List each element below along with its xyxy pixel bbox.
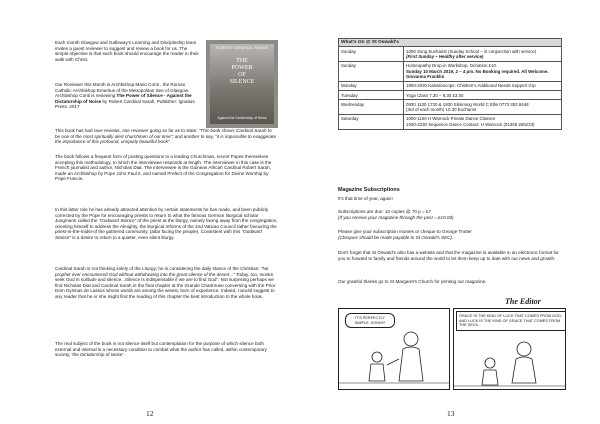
magazine-heading: Magazine Subscriptions [338, 187, 400, 193]
praise-paragraph [55, 128, 278, 145]
godward-quote: "Godward Stance" [98, 218, 137, 224]
book-cover-art [210, 44, 274, 124]
page-number: 12 [146, 409, 154, 418]
speech-bubble: GRACE IS THE KIND OF LUCK THAT COMES FROM GOD, AND LUCK IS THE KIND OF GRACE THAT COMES FROM THE DEVIL. [456, 311, 566, 331]
silence-end: Today, too, monks seek God in solitude and silence...Silence is indispensable if we are to find God". Not surprising perhaps we find Nicholas Diat and Cardinal Sarah in the final chapter at the Grande Chartreuse conversing with the Prior Dom Dysmas de Lassus whose words are among the wisest, born of experience. Indeed, I would suggest to any reader that he or she might find the reading of this chapter the best introduction to the whole book. [55, 271, 276, 299]
whats-on-day: Saturday [339, 114, 404, 129]
book-cover-title [210, 58, 274, 86]
book-cover-title-line: THE [236, 58, 248, 64]
praise-intro: This book has had rave reviews, one reviewer going so far as to state: [55, 128, 199, 133]
contemplation-end: '. [122, 352, 125, 358]
praise-quote: "This book shows Cardinal Sarah to be one of the most spiritually alert churchmen of our time" [55, 128, 272, 139]
right-page [300, 0, 600, 424]
comic-panel-2 [453, 308, 566, 390]
subscription-price-text: Subscriptions are due: 10 copies @ 70 p = £7 [338, 209, 432, 214]
subscription-price [338, 209, 566, 221]
contemplation-start: The real subject of the book is not silence itself but contemplation for the purpose of which silence both external and internal is a necessary condition to combat what the author has called, within contemporary society, 'the [55, 341, 267, 358]
whats-on-header-row [339, 39, 562, 47]
whats-on-row [339, 100, 562, 115]
reviewer-paragraph [55, 82, 201, 110]
whats-on-body [339, 47, 562, 129]
book-title-bold: The Power of Silence - Against the Dictatorship of Noise [55, 93, 192, 104]
silence-start: Cardinal Sarah is not thinking solely of the Liturgy; he is considering the daily stance of the Christian: [55, 266, 261, 271]
book-cover-image [206, 40, 278, 128]
whats-on-event-line: (3rd of each month) 10.30 Eucharist [406, 107, 477, 113]
whats-on-day: Tuesday [339, 91, 404, 100]
whats-on-event [404, 82, 562, 91]
subscription-post-price: (If you receive your magazine through the post = £10.00) [338, 214, 454, 220]
silence-paragraph [55, 266, 278, 300]
editor-label: The Editor [505, 297, 541, 306]
whats-on-event [404, 114, 562, 129]
whats-on-event-line: 1800-2030 Kaleidoscope: Children's Additional Needs Support Grp [406, 83, 536, 89]
praise-end: . [169, 139, 171, 145]
whats-on-event-line: 1000 Sung Eucharist (Sunday School – in conjunction with service) [406, 48, 537, 54]
comic-panel-1 [338, 308, 450, 390]
reviewer-tail-text: by Robert Cardinal Sarah, Publisher: Ignatius Press. 2017 [55, 98, 195, 110]
whats-on-event-line: 1000-1100 H Warnock Private Dance Classes [406, 116, 496, 122]
whats-on-row [339, 47, 562, 62]
book-cover-title-line: OF [238, 72, 246, 78]
godward-end: is a desire to return to a quieter, even silent liturgy. [70, 234, 175, 240]
godward-start: In this latter role he has already attracted attention by certain statements he has made, and been publicly corrected by the Pope for encouraging priests to return to what the famous German liturgical scholar Jungmann called the [55, 207, 269, 224]
whats-on-event [404, 47, 562, 62]
book-cover-author: ROBERT CARDINAL SARAH [216, 46, 268, 50]
whats-on-day: Sunday [339, 62, 404, 82]
subscription-payment-text: Please give your subscription monies or cheque to George Trotter [338, 229, 472, 234]
silence-quote: "No prophet ever encountered God without withdrawing into the great silence of the desert..." [55, 266, 269, 277]
book-cover-subtitle: Against the Dictatorship of Noise [217, 116, 267, 120]
whats-on-day: Monday [339, 82, 404, 91]
contemplation-em: Dictatorship of Noise [80, 352, 123, 358]
whats-on-event-line: Sunday 10 March 2019, 2 – 4 pm. No Booking required. All Welcome. Giovanna Franklin [406, 68, 549, 80]
praise-quote-2: "it is impossible to exaggerate the importance of this profound, uniquely beautiful book" [55, 133, 276, 145]
reviewer-intro-text: Our Reviewer this Month is Archbishop Mario Conti , the Roman Catholic Archbishop Emeritus of the Metropolitan See of Glasgow. Archbishop Conti is reviewing [55, 82, 190, 99]
website-paragraph: Don't forget that St Oswald's also has a website and that the magazine is available in an electronic format for you to forward to family and friends around the world to let them keep up to date with our news and growth. [338, 250, 559, 261]
whats-on-event-line: Homeopathy Drop-in Workshop, Donation £10. [406, 63, 498, 69]
magazine-intro: It's that time of year, again! [338, 196, 393, 201]
subscription-payment [338, 229, 566, 241]
whats-on-table [338, 38, 562, 130]
whats-on-row [339, 82, 562, 91]
whats-on-day: Sunday [339, 47, 404, 62]
book-cover-title-line: SILENCE [229, 79, 255, 85]
whats-on-row [339, 91, 562, 100]
book-cover-title-line: POWER [231, 65, 253, 71]
whats-on-event [404, 62, 562, 82]
godward-mid: of the priest at the liturgy, namely facing away from the congregation, orienting himself to address the Almighty, the liturgical reforms of the 2nd Vatican Council rather favouring the priest-in-the-midst-of the gathered community, (altar facing the people). Consistent with this [55, 218, 278, 235]
interview-paragraph: The book follows a frequent form of posting questions to a leading Churchman, recent Popes themselves accepting this methodology, to which the interviewee responds at length. The interviewer in this case is the French journalist and author, Nicholas Diat. The interviewee is the Guinean African Cardinal Robert Sarah, made an Archbishop by Pope John Paul II, and named Prefect of the Congregation for Divine Worship by Pope Francis. [55, 154, 272, 182]
whats-on-day: Wednesday [339, 100, 404, 115]
comic-strip [338, 308, 566, 388]
thanks-paragraph: Our grateful thanks go to St Margaret's Church for printing our magazine. [338, 279, 487, 284]
cheque-note: (Cheques should be made payable to St Oswald's SEC). [338, 234, 454, 240]
whats-on-event-line: 1930-2230 Sequence Dance Contact: H Warnock (01355 265233) [406, 121, 535, 127]
whats-on-event-line: Yoga Class 7.30 – 8.30 £3.00 [406, 92, 464, 98]
praise-mid: ; and another to say, [172, 133, 216, 139]
godward-quote-2: "Godward Stance" [55, 229, 262, 240]
whats-on-title: What's On @ St Oswald's [339, 39, 562, 47]
whats-on-event [404, 100, 562, 115]
godward-paragraph [55, 207, 278, 241]
intro-paragraph: Each month Glasgow and Galloway's Learning and Discipleship team invites a guest reviewer to suggest and review a book for us. The simple objective is that each book should encourage the reader in their walk with Christ. [55, 40, 199, 62]
whats-on-event-line: (First Sunday – Healthy after service) [406, 54, 484, 60]
whats-on-event-line: 0930 1130 1730 & 1930 Slimming World C Ellis 0773 353 8448 [406, 101, 529, 107]
whats-on-row [339, 114, 562, 129]
page-number: 13 [447, 409, 455, 418]
speech-bubble: IT'S PERFECTLY SIMPLE, SONNY! [345, 313, 395, 328]
contemplation-paragraph [55, 341, 278, 358]
whats-on-event [404, 91, 562, 100]
whats-on-row [339, 62, 562, 82]
